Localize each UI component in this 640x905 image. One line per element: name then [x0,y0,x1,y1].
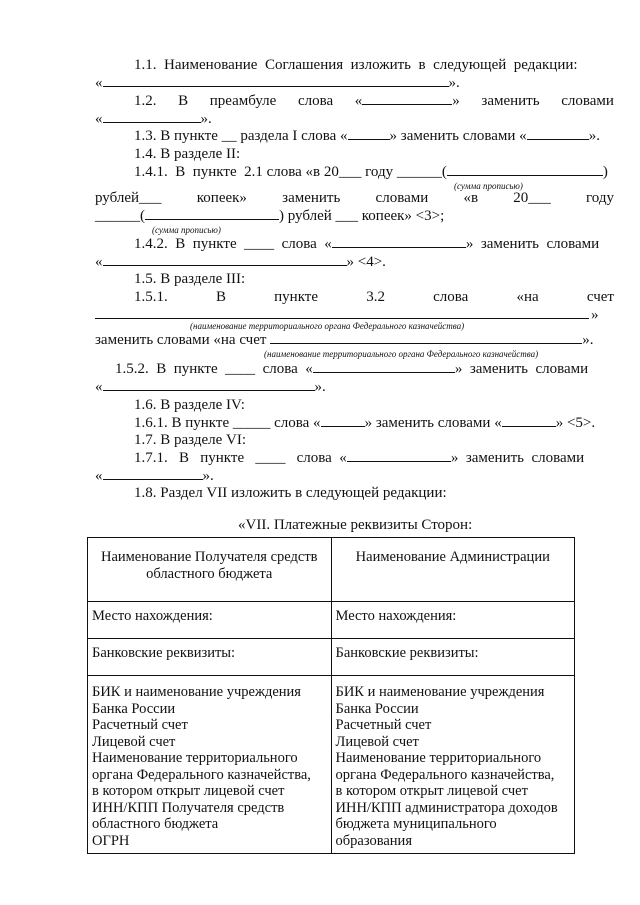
cell-bank-left: Банковские реквизиты: [88,639,332,676]
clause-1-5-1-replace: заменить словами «на счет ». [95,332,594,348]
clause-1-5-2-blank-line: « ». [95,379,326,395]
clause-1-1: 1.1. Наименование Соглашения изложить в следующей редакции: [134,57,578,73]
cell-details-left: БИК и наименование учреждения Банка России Расчетный счет Лицевой счет Наименование территориального органа Федерального казначейства, в котором открыт лицевой счет ИНН/КПП Получателя средств областного бюджета ОГРН [88,676,332,854]
clause-1-1-blank-line: « ». [95,75,460,91]
blank-line-organ [95,318,589,319]
clause-1-2-blank-line: « ». [95,111,212,127]
header-recipient: Наименование Получателя средств областного бюджета [88,538,332,602]
clause-1-6: 1.6. В разделе IV: [134,397,245,413]
clause-1-4-1-row3: ______( ) рублей ___ копеек» <3>; [95,208,445,224]
clause-1-4-1-row2: рублей___ копеек» заменить словами «в 20___ году [95,190,614,206]
quote-close: » [591,307,599,323]
clause-1-7: 1.7. В разделе VI: [134,432,246,448]
note-sum-in-words: (сумма прописью) [454,181,523,191]
table-header-row [88,538,575,602]
payment-requisites-table [87,537,575,854]
cell-location-left: Место нахождения: [88,602,332,639]
cell-location-right: Место нахождения: [331,602,575,639]
clause-1-7-1: 1.7.1. В пункте ____ слова « » заменить словами [134,450,585,466]
clause-1-5-1: 1.5.1. В пункте 3.2 слова «на счет [134,289,614,305]
clause-1-2: 1.2. В преамбуле слова « » заменить словами [134,93,614,109]
header-administration: Наименование Администрации [331,538,575,602]
table-row [88,602,575,639]
clause-1-4-2-blank-line: « » <4>. [95,254,386,270]
cell-bank-right: Банковские реквизиты: [331,639,575,676]
note-organ-name: (наименование территориального органа Федерального казначейства) [190,321,465,331]
clause-1-5-2: 1.5.2. В пункте ____ слова « » заменить словами [115,361,589,377]
table-row [88,639,575,676]
table-row [88,676,575,854]
clause-1-7-1-blank-line: « ». [95,468,214,484]
note-organ-name-2: (наименование территориального органа Федерального казначейства) [264,349,539,359]
clause-1-4: 1.4. В разделе II: [134,146,241,162]
clause-1-4-1: 1.4.1. В пункте 2.1 слова «в 20___ году ______( ) [134,164,608,180]
clause-1-6-1: 1.6.1. В пункте _____ слова « » заменить словами « » <5>. [134,415,596,431]
cell-details-right: БИК и наименование учреждения Банка России Расчетный счет Лицевой счет Наименование территориального органа Федерального казначейства, в котором открыт лицевой счет ИНН/КПП администратора доходов бюджета муниципального образования [331,676,575,854]
note-sum-in-words-2: (сумма прописью) [152,225,221,235]
section-title: «VII. Платежные реквизиты Сторон: [238,517,473,533]
clause-1-8: 1.8. Раздел VII изложить в следующей редакции: [134,485,447,501]
clause-1-3: 1.3. В пункте __ раздела I слова « » заменить словами « ». [134,128,600,144]
clause-1-5: 1.5. В разделе III: [134,271,246,287]
clause-1-4-2: 1.4.2. В пункте ____ слова « » заменить словами [134,236,600,252]
